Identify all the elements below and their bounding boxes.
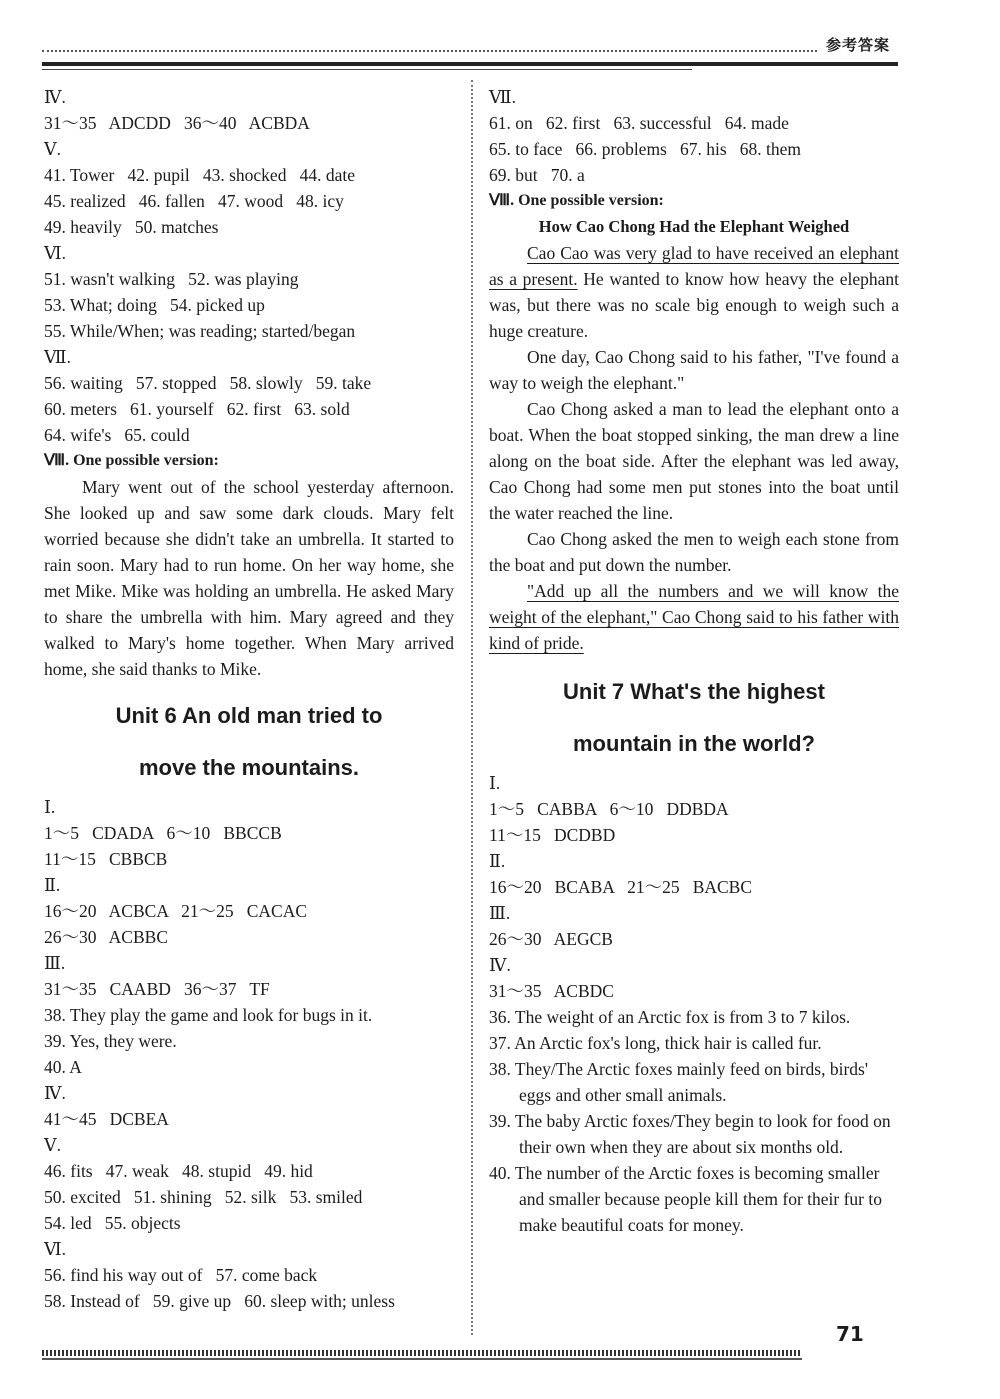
- writing-paragraph: Cao Chong asked the men to weigh each stone from the boat and put down the number.: [489, 529, 899, 575]
- unit-6-title-line-1: Unit 6 An old man tried to: [115, 703, 383, 728]
- numbered-answer: 36. The weight of an Arctic fox is from 3 to 7 kilos.: [489, 1007, 851, 1027]
- numbered-answer: 38. They/The Arctic foxes mainly feed on birds, birds' eggs and other small animals.: [489, 1059, 868, 1105]
- answer-line: 46. fits 47. weak 48. stupid 49. hid: [44, 1161, 313, 1181]
- answer-line: Ⅳ.: [44, 87, 66, 107]
- answer-line: 1～5 CDADA 6～10 BBCCB: [44, 823, 282, 843]
- underlined-sentence: "Add up all the numbers and we will know the weight of the elephant," Cao Chong said to his father with kind of pride.: [489, 581, 899, 653]
- answer-line: Ⅳ.: [489, 955, 511, 975]
- left-answers-top: [44, 84, 454, 448]
- answer-line: Ⅵ.: [44, 1239, 66, 1259]
- writing-paragraph: [489, 240, 899, 344]
- unit-7-title-line-1: Unit 7 What's the highest: [563, 679, 825, 704]
- answer-line: Ⅰ.: [44, 797, 56, 817]
- answer-line: Ⅴ.: [44, 139, 62, 159]
- answer-line: Ⅱ.: [489, 851, 506, 871]
- answer-line: 50. excited 51. shining 52. silk 53. smiled: [44, 1187, 363, 1207]
- answer-line: Ⅲ.: [489, 903, 511, 923]
- unit-6-title-line-2: move the mountains.: [138, 755, 360, 780]
- left-column: [44, 84, 454, 1314]
- paragraph-text: He wanted to know how heavy the elephant was, but there was no scale big enough to weigh such a huge creature.: [489, 269, 899, 341]
- answer-line: Ⅴ.: [44, 1135, 62, 1155]
- answer-line: 11～15 CBBCB: [44, 849, 168, 869]
- answer-line: 69. but 70. a: [489, 165, 585, 185]
- answer-line: 56. find his way out of 57. come back: [44, 1265, 318, 1285]
- answer-line: 61. on 62. first 63. successful 64. made: [489, 113, 789, 133]
- page-number: 71: [836, 1322, 864, 1346]
- header-dotted-rule: [42, 50, 817, 52]
- answer-line: 45. realized 46. fallen 47. wood 48. icy: [44, 191, 344, 211]
- answer-line: Ⅵ.: [44, 243, 66, 263]
- answer-line: 40. A: [44, 1057, 82, 1077]
- answer-line: 54. led 55. objects: [44, 1213, 181, 1233]
- answer-line: 53. What; doing 54. picked up: [44, 295, 265, 315]
- answer-line: 38. They play the game and look for bugs in it.: [44, 1005, 373, 1025]
- answer-line: Ⅱ.: [44, 875, 61, 895]
- unit-7-title-line-2: mountain in the world?: [573, 731, 815, 756]
- writing-paragraph: [489, 578, 899, 656]
- answer-line: 51. wasn't walking 52. was playing: [44, 269, 299, 289]
- writing-paragraph: Cao Chong asked a man to lead the elephant onto a boat. When the boat stopped sinking, the man drew a line along on the boat side. After the elephant was led away, Cao Chong had some men put stones into the boat until the water reached the line.: [489, 399, 899, 523]
- answer-line: Ⅳ.: [44, 1083, 66, 1103]
- answer-line: 31～35 CAABD 36～37 TF: [44, 979, 270, 999]
- answer-line: 26～30 ACBBC: [44, 927, 168, 947]
- header-label: 参考答案: [826, 36, 891, 54]
- writing-passage: Mary went out of the school yesterday afternoon. She looked up and saw some dark clouds. Mary felt worried because she didn't take an umbrella. It started to rain soon. Mary had to run home. On her way home, she met Mike. Mike was holding an umbrella. He asked Mary to share the umbrella with him. Mary agreed and they walked to Mary's home together. When Mary arrived home, she said thanks to Mike.: [44, 477, 454, 679]
- answer-line: 65. to face 66. problems 67. his 68. them: [489, 139, 802, 159]
- writing-paragraph: One day, Cao Chong said to his father, "I've found a way to weigh the elephant.": [489, 347, 899, 393]
- answer-line: 56. waiting 57. stopped 58. slowly 59. take: [44, 373, 372, 393]
- answer-line: 49. heavily 50. matches: [44, 217, 219, 237]
- answer-line: 39. Yes, they were.: [44, 1031, 177, 1051]
- answer-line: Ⅶ.: [489, 87, 516, 107]
- answer-line: 31～35 ACBDC: [489, 981, 614, 1001]
- answer-line: 26～30 AEGCB: [489, 929, 613, 949]
- answer-line: 41. Tower 42. pupil 43. shocked 44. date: [44, 165, 355, 185]
- column-divider: [471, 80, 473, 1335]
- right-column: [489, 84, 899, 1238]
- answer-line: 58. Instead of 59. give up 60. sleep with; unless: [44, 1291, 395, 1311]
- answer-line: Ⅰ.: [489, 773, 501, 793]
- numbered-answer: 37. An Arctic fox's long, thick hair is called fur.: [489, 1033, 822, 1053]
- answer-line: 11～15 DCDBD: [489, 825, 616, 845]
- header-thin-rule: [42, 69, 692, 70]
- writing-heading: Ⅷ. One possible version:: [489, 192, 664, 209]
- answer-line: 55. While/When; was reading; started/began: [44, 321, 356, 341]
- writing-title: How Cao Chong Had the Elephant Weighed: [538, 217, 850, 236]
- answer-line: 64. wife's 65. could: [44, 425, 190, 445]
- numbered-answer: 39. The baby Arctic foxes/They begin to look for food on their own when they are about six months old.: [489, 1111, 891, 1157]
- answer-line: 16～20 ACBCA 21～25 CACAC: [44, 901, 308, 921]
- writing-heading: Ⅷ. One possible version:: [44, 452, 219, 469]
- footer-rule: [42, 1358, 802, 1360]
- answer-line: 16～20 BCABA 21～25 BACBC: [489, 877, 753, 897]
- numbered-answer: 40. The number of the Arctic foxes is becoming smaller and smaller because people kill them for their fur to make beautiful coats for money.: [489, 1163, 882, 1235]
- answer-line: 41～45 DCBEA: [44, 1109, 169, 1129]
- answer-line: 60. meters 61. yourself 62. first 63. sold: [44, 399, 350, 419]
- answer-line: Ⅶ.: [44, 347, 71, 367]
- left-answers-unit6: [44, 794, 454, 1314]
- underlined-sentence: Cao Cao was very glad to have received an elephant as a present.: [489, 243, 899, 289]
- footer-hatched-rule: [42, 1350, 802, 1356]
- answer-line: 31～35 ADCDD 36～40 ACBDA: [44, 113, 310, 133]
- answer-line: Ⅲ.: [44, 953, 66, 973]
- answer-line: 1～5 CABBA 6～10 DDBDA: [489, 799, 729, 819]
- header-rule: [42, 62, 898, 66]
